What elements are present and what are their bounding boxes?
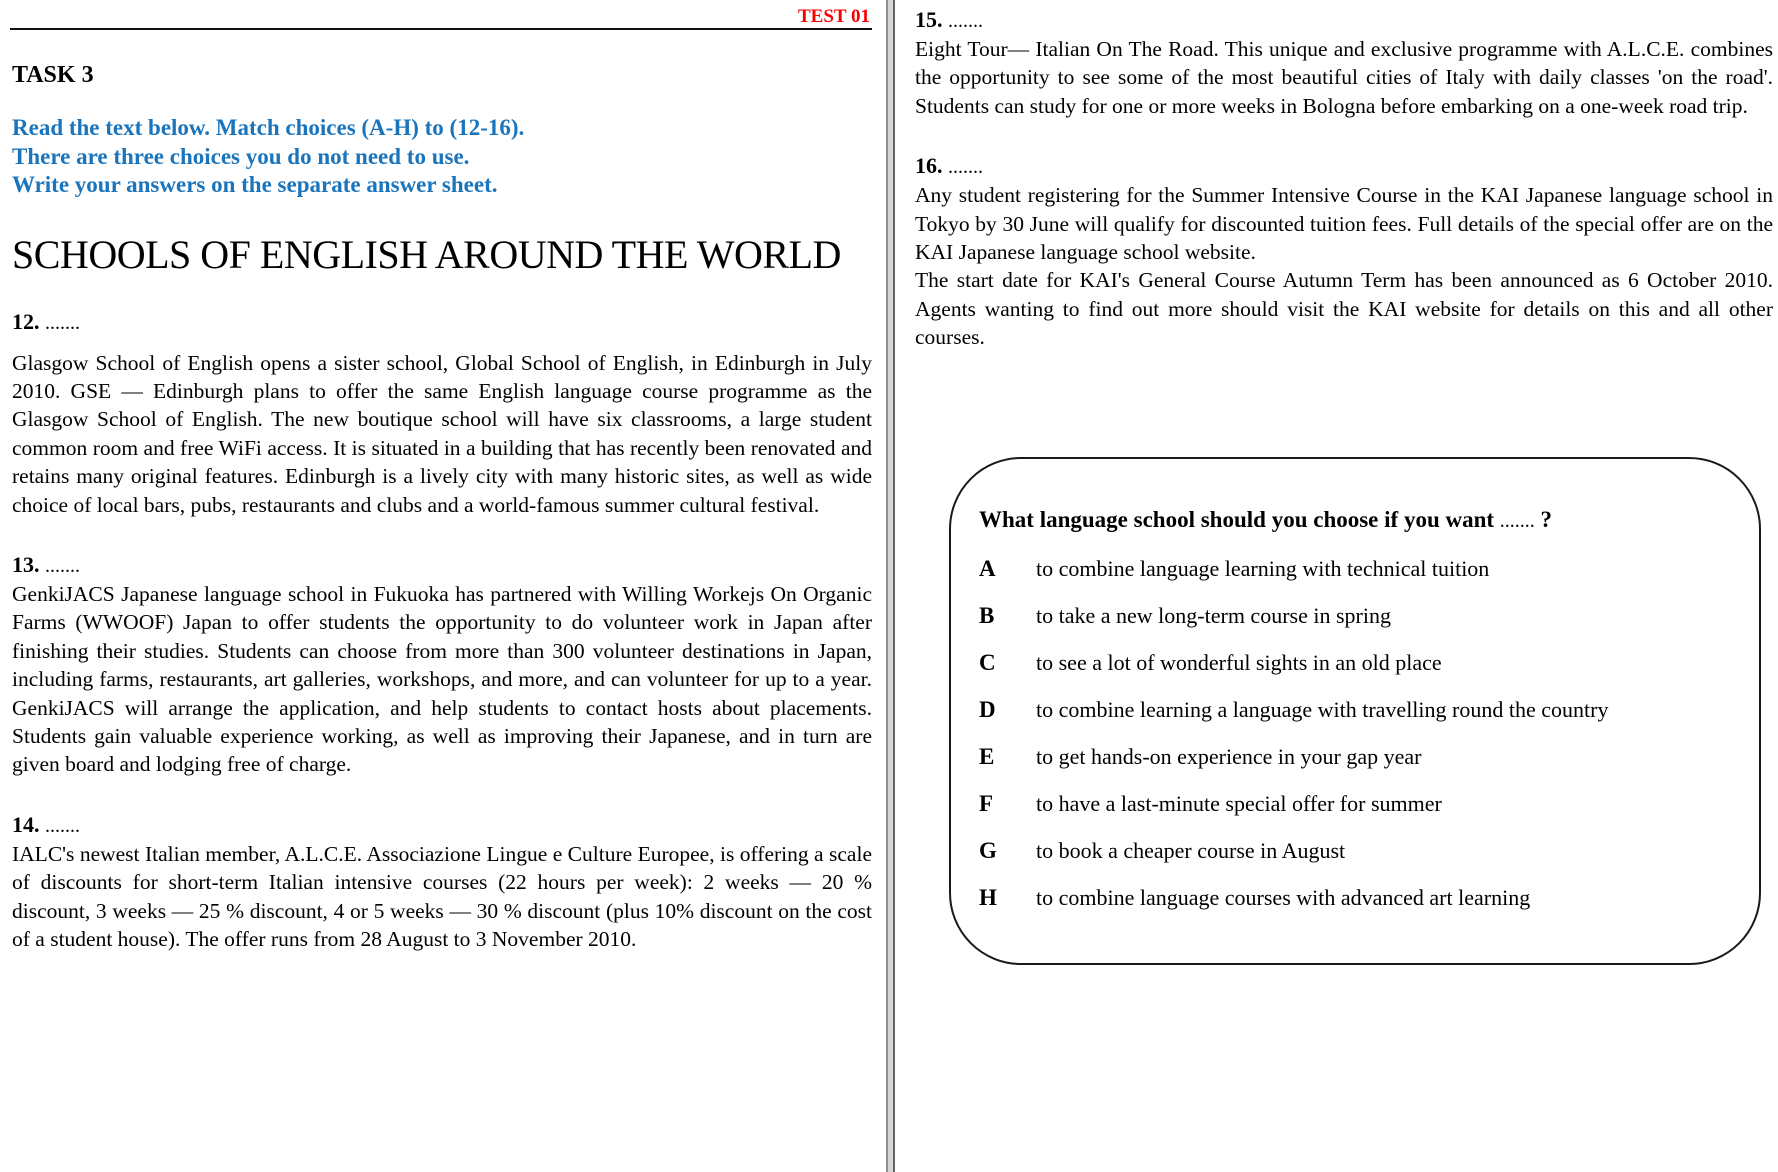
item-15-number: 15. (915, 7, 943, 32)
item-14-answer-dots: ....... (45, 814, 80, 837)
choice-row-f (979, 789, 1725, 818)
item-13-number: 13. (12, 551, 40, 577)
choice-letter-d: D (979, 696, 996, 722)
choice-text-e: to get hands-on experience in your gap year (1036, 743, 1422, 769)
question-box-header (979, 505, 1725, 536)
right-column (913, 6, 1773, 965)
column-divider (886, 0, 895, 1172)
item-16-paragraph-2: The start date for KAI's General Course Autumn Term has been announced as 6 October 2010. Agents wanting to find out more should visit the KAI website for details on this and all other courses. (915, 268, 1773, 350)
choice-row-g (979, 836, 1725, 865)
item-13-answer-dots: ....... (45, 554, 80, 577)
test-number-label: TEST 01 (798, 6, 870, 27)
choice-text-h: to combine language courses with advanced art learning (1036, 884, 1531, 910)
item-16-number: 16. (915, 153, 943, 179)
item-14-paragraph: IALC's newest Italian member, A.L.C.E. Associazione Lingue e Culture Europee, is offering a scale of discounts for short-term Italian intensive courses (22 hours per week): 2 weeks — 20 % discount, 3 weeks — 25 % discount, 4 or 5 weeks — 30 % discount (plus 10% discount on the cost of a student house). The offer runs from 28 August to 3 November 2010. (12, 841, 872, 951)
choice-text-a: to combine language learning with technical tuition (1036, 555, 1490, 581)
choice-text-b: to take a new long-term course in spring (1036, 602, 1391, 628)
choice-text-f: to have a last-minute special offer for summer (1036, 790, 1442, 816)
item-13-heading (12, 551, 872, 580)
item-12-paragraph: Glasgow School of English opens a sister school, Global School of English, in Edinburgh in July 2010. GSE — Edinburgh plans to offer the same English language course programme as the Glasgow School of English. The new boutique school will have six classrooms, a large student common room and free WiFi access. It is situated in a building that has recently been renovated and retains many original features. Edinburgh is a lively city with many historic sites, as well as wide choice of local bars, pubs, restaurants and clubs and a world-famous summer cultural festival. (12, 350, 872, 517)
instruction-line-1: Read the text below. Match choices (A-H) to (12-16). (12, 115, 525, 140)
item-15-answer-dots: ....... (948, 10, 983, 32)
choice-row-d (979, 695, 1725, 724)
choice-letter-b: B (979, 602, 995, 628)
choice-row-h (979, 883, 1725, 912)
page-title: SCHOOLS OF ENGLISH AROUND THE WORLD (12, 231, 841, 277)
header-rule (10, 28, 872, 30)
question-answer-dots: ....... (1499, 509, 1535, 532)
item-15-heading (915, 6, 1773, 35)
choice-row-a (979, 554, 1725, 583)
choice-text-g: to book a cheaper course in August (1036, 837, 1346, 863)
item-16-heading (915, 152, 1773, 181)
item-15-paragraph: Eight Tour— Italian On The Road. This unique and exclusive programme with A.L.C.E. combines the opportunity to see some of the most beautiful cities of Italy with daily classes 'on the road'. Students can study for one or more weeks in Bologna before embarking on a one-week road trip. (915, 37, 1773, 118)
item-14-heading (12, 811, 872, 840)
item-14-number: 14. (12, 811, 40, 837)
instructions (12, 114, 872, 200)
choice-letter-e: E (979, 743, 995, 769)
question-text: What language school should you choose if you want (979, 506, 1495, 532)
item-16-paragraph-1: Any student registering for the Summer Intensive Course in the KAI Japanese language school in Tokyo by 30 June will qualify for discounted tuition fees. Full details of the special offer are on the KAI Japanese language school website. (915, 183, 1773, 265)
choice-letter-f: F (979, 790, 994, 816)
choice-letter-c: C (979, 649, 996, 675)
choice-letter-g: G (979, 837, 997, 863)
choice-text-c: to see a lot of wonderful sights in an old place (1036, 649, 1442, 675)
item-16-answer-dots: ....... (948, 156, 983, 179)
choice-row-b (979, 601, 1725, 630)
question-mark: ? (1540, 506, 1553, 532)
instruction-line-3: Write your answers on the separate answer sheet. (12, 172, 498, 197)
choice-text-d: to combine learning a language with travelling round the country (1036, 696, 1609, 722)
choice-letter-h: H (979, 884, 997, 910)
choice-row-e (979, 742, 1725, 771)
task-title: TASK 3 (12, 62, 94, 88)
item-12-answer-dots: ....... (45, 311, 80, 334)
choice-row-c (979, 648, 1725, 677)
left-column (10, 0, 872, 953)
question-box (949, 457, 1761, 965)
item-12-heading (12, 308, 872, 337)
instruction-line-2: There are three choices you do not need to use. (12, 143, 470, 169)
choice-letter-a: A (979, 555, 996, 581)
item-12-number: 12. (12, 308, 40, 334)
item-13-paragraph: GenkiJACS Japanese language school in Fukuoka has partnered with Willing Workejs On Organic Farms (WWOOF) Japan to offer students the opportunity to do volunteer work in Japan after finishing their studies. Students can choose from more than 300 volunteer destinations in Japan, including farms, restaurants, art galleries, workshops, and more, and can volunteer for up to a year. GenkiJACS will arrange the application, and help students to contact hosts about placements. Students gain valuable experience working, as well as improving their Japanese, and in turn are given board and lodging free of charge. (12, 581, 872, 777)
